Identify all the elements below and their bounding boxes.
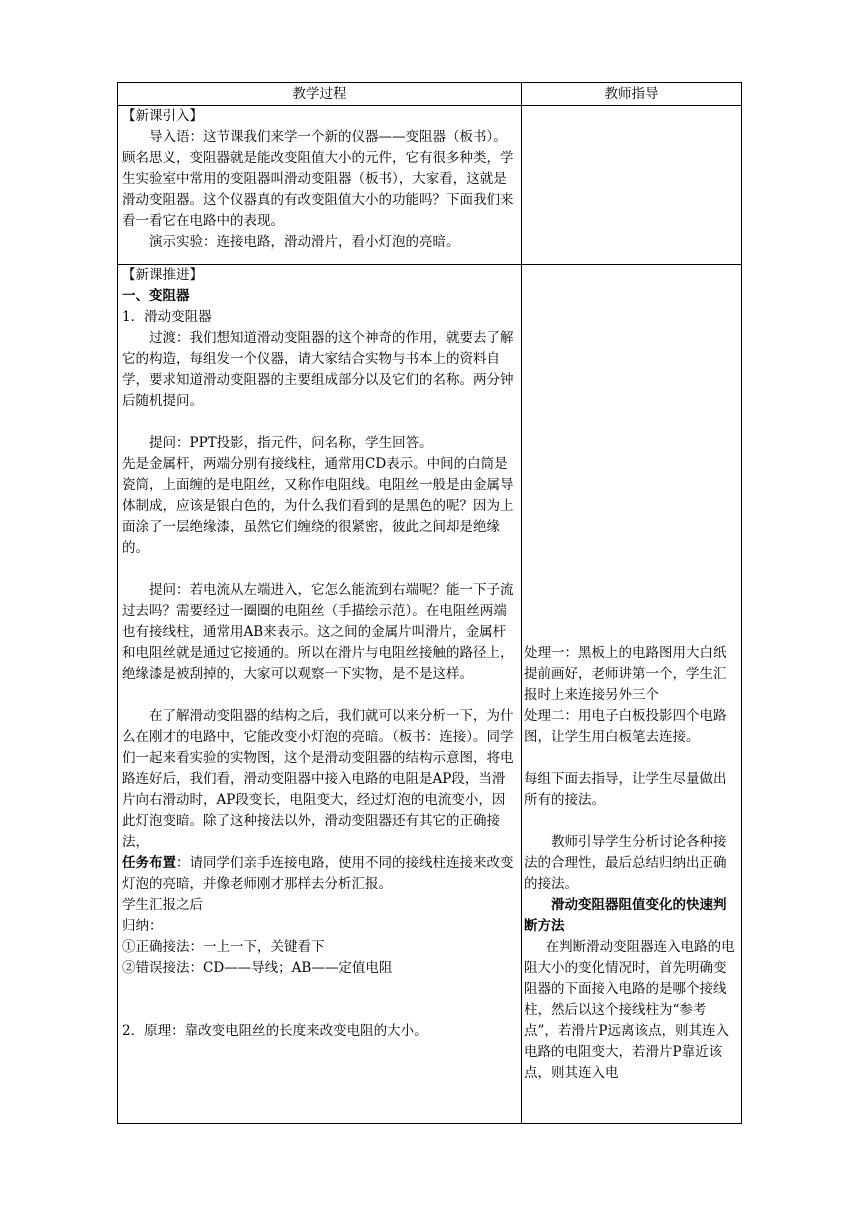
guidance-quick-method-title: 滑动变阻器阻值变化的快速判断方法 bbox=[524, 897, 727, 934]
lesson-table bbox=[117, 82, 742, 1124]
guidance-method-2: 处理二：用电子白板投影四个电路图，让学生用白板笔去连接。 bbox=[524, 708, 727, 745]
transition-paragraph: 过渡：我们想知道滑动变阻器的这个神奇的作用，就要去了解它的构造，每组发一个仪器，请大家结合实物与书本上的资料自学，要求知道滑动变阻器的主要组成部分以及它们的名称。两分钟后随机提问。 bbox=[122, 330, 514, 409]
intro-cell bbox=[118, 106, 522, 265]
header-teaching-process: 教学过程 bbox=[118, 83, 522, 106]
heading-sliding-rheostat: 1．滑动变阻器 bbox=[122, 309, 212, 325]
guidance-discussion: 教师引导学生分析讨论各种接法的合理性，最后总结归纳出正确的接法。 bbox=[524, 834, 727, 892]
analysis-paragraph: 在了解滑动变阻器的结构之后，我们就可以来分析一下，为什么在刚才的电路中，它能改变小灯泡的亮暗。（板书：连接）。同学们一起来看实验的实物图，这个是滑动变阻器的结构示意图，将电路连好后，我们看，滑动变阻器中接入电路的电阻是AP段，当滑片向右滑动时，AP段变长，电阻变大，经过灯泡的电流变小，因此灯泡变暗。除了这种接法以外，滑动变阻器还有其它的正确接法， bbox=[122, 708, 514, 850]
header-teacher-guidance: 教师指导 bbox=[522, 83, 742, 106]
section-advance: 【新课推进】 bbox=[122, 267, 203, 283]
demo-paragraph: 演示实验：连接电路，滑动滑片，看小灯泡的亮暗。 bbox=[149, 234, 460, 250]
principle-paragraph: 2．原理：靠改变电阻丝的长度来改变电阻的大小。 bbox=[122, 1023, 428, 1039]
advance-cell bbox=[118, 265, 522, 1124]
structure-paragraph: 先是金属杆，两端分别有接线柱，通常用CD表示。中间的白筒是瓷筒，上面缠的是电阻丝，又称作电阻线。电阻丝一般是由金属导体制成，应该是银白色的，为什么我们看到的是黑色的呢？因为上面涂了一层绝缘漆，虽然它们缠绕的很紧密，彼此之间却是绝缘的。 bbox=[122, 456, 514, 556]
lesson-plan-page bbox=[117, 82, 742, 1124]
row-advance bbox=[118, 265, 742, 1124]
question1-paragraph: 提问：PPT投影，指元件，问名称，学生回答。 bbox=[149, 435, 433, 451]
intro-paragraph: 导入语：这节课我们来学一个新的仪器——变阻器（板书）。顾名思义，变阻器就是能改变阻值大小的元件，它有很多种类，学生实验室中常用的变阻器叫滑动变阻器（板书），大家看，这就是滑动变阻器。这个仪器真的有改变阻值大小的功能吗？下面我们来看一看它在电路中的表现。 bbox=[122, 129, 514, 229]
task-label: 任务布置 bbox=[122, 855, 176, 871]
summary-label: 归纳： bbox=[122, 918, 163, 934]
row-intro bbox=[118, 106, 742, 265]
intro-guidance-cell bbox=[522, 106, 742, 265]
guidance-quick-method-text: 在判断滑动变阻器连入电路的电阻大小的变化情况时，首先明确变阻器的下面接入电路的是哪个接线柱，然后以这个接线柱为“参考点”，若滑片P远离该点，则其连入电路的电阻变大，若滑片P靠近该点，则其连入电 bbox=[524, 939, 735, 1081]
section-intro: 【新课引入】 bbox=[122, 108, 203, 124]
guidance-group: 每组下面去指导，让学生尽量做出所有的接法。 bbox=[524, 771, 727, 808]
heading-rheostat: 一、变阻器 bbox=[122, 288, 190, 304]
question2-paragraph: 提问：若电流从左端进入，它怎么能流到右端呢？能一下子流过去吗？需要经过一圈圈的电阻丝（手描绘示范）。在电阻丝两端也有接线柱，通常用AB来表示。这之间的金属片叫滑片，金属杆和电阻丝就是通过它接通的。所以在滑片与电阻丝接触的路径上，绝缘漆是被刮掉的，大家可以观察一下实物，是不是这样。 bbox=[122, 582, 514, 682]
advance-guidance-cell bbox=[522, 265, 742, 1124]
wrong-connection: ②错误接法：CD——导线；AB——定值电阻 bbox=[122, 960, 393, 976]
task-paragraph bbox=[122, 853, 517, 895]
header-row bbox=[118, 83, 742, 106]
correct-connection: ①正确接法：一上一下，关键看下 bbox=[122, 939, 325, 955]
task-text: ：请同学们亲手连接电路，使用不同的接线柱连接来改变灯泡的亮暗，并像老师刚才那样去分析汇报。 bbox=[122, 855, 514, 892]
after-report: 学生汇报之后 bbox=[122, 897, 203, 913]
guidance-method-1: 处理一：黑板上的电路图用大白纸提前画好，老师讲第一个，学生汇报时上来连接另外三个 bbox=[524, 645, 727, 703]
